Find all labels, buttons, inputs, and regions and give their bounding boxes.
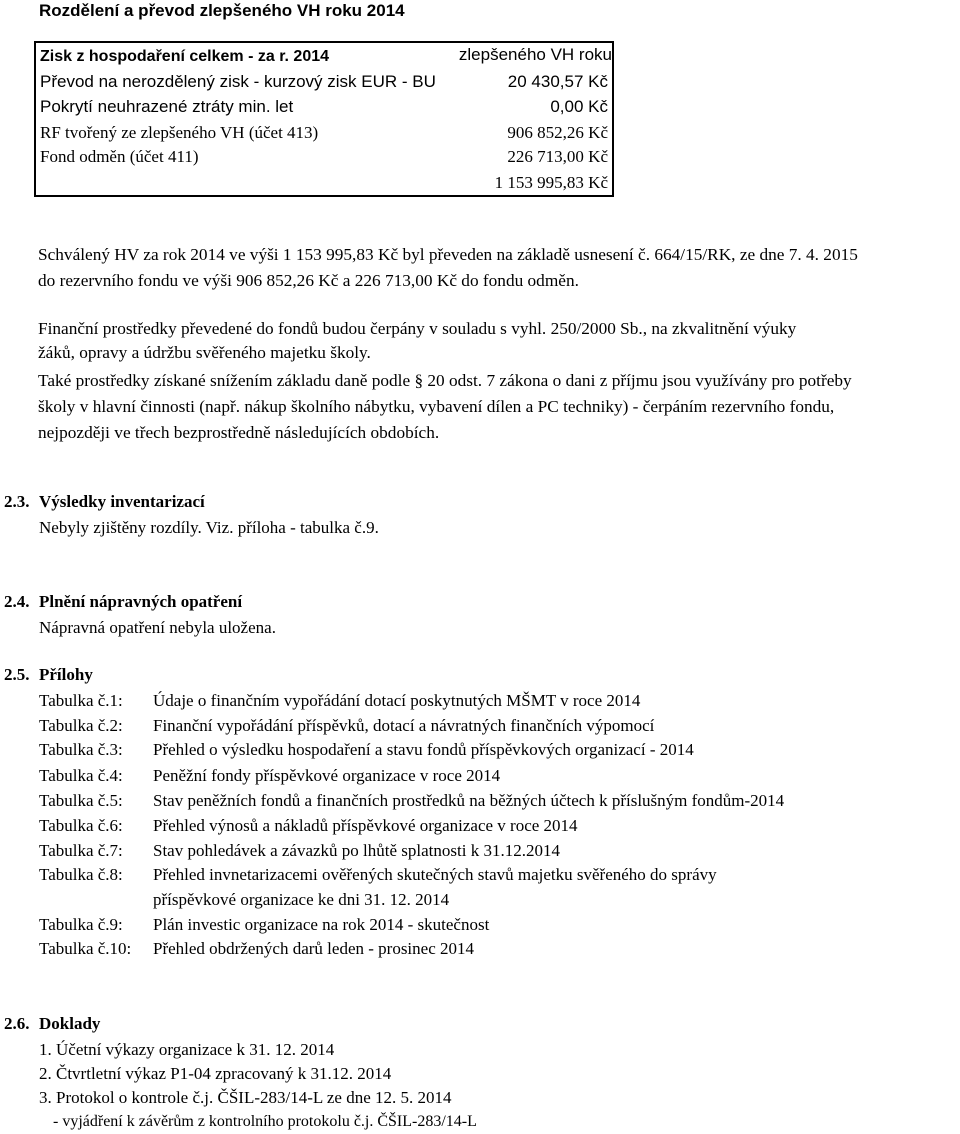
section-title: Doklady bbox=[39, 1014, 101, 1033]
section-title: Výsledky inventarizací bbox=[39, 492, 205, 511]
attachment-label: Tabulka č.10: bbox=[39, 939, 132, 958]
attachment-description: Přehled obdržených darů leden - prosinec 2014 bbox=[153, 939, 474, 958]
attachment-label: Tabulka č.8: bbox=[39, 865, 123, 884]
section-body: Nápravná opatření nebyla uložena. bbox=[39, 618, 276, 637]
table-row-value: 20 430,57 Kč bbox=[507, 72, 608, 91]
table-row-label: Zisk z hospodaření celkem - za r. 2014 bbox=[40, 48, 330, 65]
paragraph-line: nejpozději ve třech bezprostředně následujících obdobích. bbox=[38, 423, 440, 442]
paragraph-line: žáků, opravy a údržbu svěřeného majetku školy. bbox=[38, 343, 371, 362]
attachment-label: Tabulka č.2: bbox=[39, 716, 123, 735]
page-heading: Rozdělení a převod zlepšeného VH roku 2014 bbox=[39, 1, 405, 20]
attachment-description: Přehled výnosů a nákladů příspěvkové organizace v roce 2014 bbox=[153, 816, 578, 835]
table-row-value: zlepšeného VH roku bbox=[458, 45, 612, 64]
attachment-description: Peněžní fondy příspěvkové organizace v roce 2014 bbox=[153, 766, 501, 785]
table-row bbox=[40, 145, 612, 169]
table-row-label: Fond odměn (účet 411) bbox=[40, 147, 199, 166]
attachment-label: Tabulka č.7: bbox=[39, 841, 123, 860]
attachment-description: Přehled o výsledku hospodaření a stavu fondů příspěvkových organizací - 2014 bbox=[153, 740, 694, 759]
table-row-value: 906 852,26 Kč bbox=[507, 123, 608, 142]
table-row-value: 226 713,00 Kč bbox=[507, 147, 608, 166]
table-row bbox=[40, 70, 612, 94]
table-row-label: RF tvořený ze zlepšeného VH (účet 413) bbox=[40, 123, 319, 142]
document-item: 1. Účetní výkazy organizace k 31. 12. 2014 bbox=[39, 1040, 335, 1059]
profit-distribution-table bbox=[34, 41, 614, 197]
paragraph-line: Finanční prostředky převedené do fondů budou čerpány v souladu s vyhl. 250/2000 Sb., na zkvalitnění výuky bbox=[38, 319, 797, 338]
section-number: 2.6. bbox=[4, 1014, 30, 1033]
section-body: Nebyly zjištěny rozdíly. Viz. příloha - tabulka č.9. bbox=[39, 518, 379, 537]
paragraph-line: Také prostředky získané snížením základu daně podle § 20 odst. 7 zákona o dani z příjmu jsou využívány pro potřeby bbox=[38, 371, 852, 390]
table-row bbox=[40, 121, 612, 145]
attachment-description: Plán investic organizace na rok 2014 - skutečnost bbox=[153, 915, 490, 934]
attachment-description: Stav pohledávek a závazků po lhůtě splatnosti k 31.12.2014 bbox=[153, 841, 560, 860]
document-item: 3. Protokol o kontrole č.j. ČŠIL-283/14-L ze dne 12. 5. 2014 bbox=[39, 1088, 452, 1107]
attachment-label: Tabulka č.9: bbox=[39, 915, 123, 934]
table-row-total-value: 1 153 995,83 Kč bbox=[494, 173, 608, 192]
table-row-label: Pokrytí neuhrazené ztráty min. let bbox=[40, 97, 294, 116]
table-row bbox=[40, 95, 612, 119]
attachment-description-continued: příspěvkové organizace ke dni 31. 12. 2014 bbox=[153, 890, 450, 909]
attachment-label: Tabulka č.5: bbox=[39, 791, 123, 810]
section-number: 2.4. bbox=[4, 592, 30, 611]
section-number: 2.3. bbox=[4, 492, 30, 511]
paragraph-line: Schválený HV za rok 2014 ve výši 1 153 995,83 Kč byl převeden na základě usnesení č. 664/15/RK, ze dne 7. 4. 2015 bbox=[38, 245, 858, 264]
section-title: Plnění nápravných opatření bbox=[39, 592, 243, 611]
table-row-value: 0,00 Kč bbox=[550, 97, 608, 116]
attachment-label: Tabulka č.4: bbox=[39, 766, 123, 785]
attachment-label: Tabulka č.1: bbox=[39, 691, 123, 710]
table-row-label: Převod na nerozdělený zisk - kurzový zisk EUR - BU bbox=[40, 72, 436, 91]
table-row-total bbox=[40, 171, 612, 195]
attachment-label: Tabulka č.6: bbox=[39, 816, 123, 835]
table-row bbox=[40, 45, 612, 69]
paragraph-line: do rezervního fondu ve výši 906 852,26 Kč a 226 713,00 Kč do fondu odměn. bbox=[38, 271, 579, 290]
attachment-label: Tabulka č.3: bbox=[39, 740, 123, 759]
section-number: 2.5. bbox=[4, 665, 30, 684]
attachment-description: Finanční vypořádání příspěvků, dotací a návratných finančních výpomocí bbox=[153, 716, 655, 735]
attachment-description: Stav peněžních fondů a finančních prostředků na běžných účtech k příslušným fondům-2014 bbox=[153, 791, 785, 810]
attachment-description: Přehled invnetarizacemi ověřených skutečných stavů majetku svěřeného do správy bbox=[153, 865, 717, 884]
section-title: Přílohy bbox=[39, 665, 93, 684]
paragraph-line: školy v hlavní činnosti (např. nákup školního nábytku, vybavení dílen a PC techniky) - čerpáním rezervního fondu, bbox=[38, 397, 835, 416]
document-subitem: - vyjádření k závěrům z kontrolního protokolu č.j. ČŠIL-283/14-L bbox=[53, 1113, 477, 1130]
attachment-description: Údaje o finančním vypořádání dotací poskytnutých MŠMT v roce 2014 bbox=[153, 691, 641, 710]
document-item: 2. Čtvrtletní výkaz P1-04 zpracovaný k 31.12. 2014 bbox=[39, 1064, 392, 1083]
